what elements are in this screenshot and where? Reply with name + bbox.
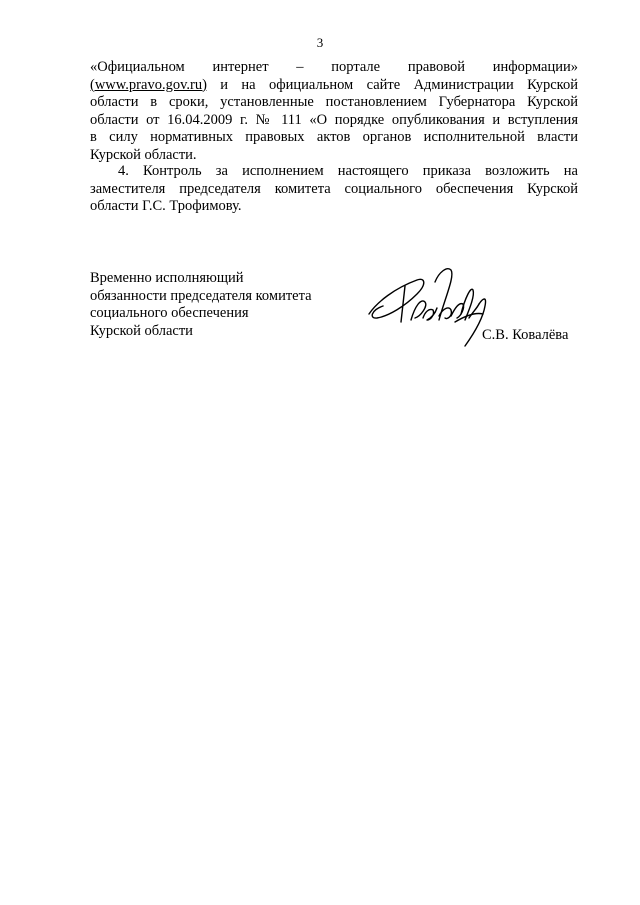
text-line [90, 59, 578, 77]
text-line: заместителя председателя комитета социального обеспечения Курской [90, 180, 578, 197]
text-line: области в сроки, установленные постановлением Губернатора Курской [90, 94, 578, 110]
word: информации» [492, 59, 578, 75]
text-line: области Г.С. Трофимову. [90, 198, 242, 214]
signatory-title [90, 270, 312, 340]
handwritten-signature [365, 258, 500, 350]
signatory-title-line: обязанности председателя комитета [90, 287, 312, 304]
paragraph-publication [90, 59, 578, 164]
text-line: 4. Контроль за исполнением настоящего приказа возложить на [118, 163, 578, 179]
signer-name: С.В. Ковалёва [482, 327, 569, 343]
word: интернет [212, 59, 269, 75]
text-line: Курской области. [90, 146, 197, 163]
page-number: 3 [316, 35, 324, 50]
signatory-title-line: Временно исполняющий [90, 270, 244, 286]
text-line: в силу нормативных правовых актов органов исполнительной власти [90, 129, 578, 145]
word: портале [331, 59, 381, 75]
paragraph-control [90, 163, 578, 216]
signatory-title-line: социального обеспечения [90, 305, 249, 321]
word: «Официальном [90, 59, 185, 75]
pravo-link[interactable]: (www.pravo.gov.ru) [90, 76, 207, 93]
text-span: и на официальном сайте Администрации Курской [220, 76, 578, 93]
word: правовой [407, 59, 466, 75]
text-line [90, 77, 578, 95]
text-line: области от 16.04.2009 г. № 111 «О порядке опубликования и вступления [90, 111, 578, 128]
signatory-title-line: Курской области [90, 322, 193, 339]
word: – [296, 59, 304, 75]
